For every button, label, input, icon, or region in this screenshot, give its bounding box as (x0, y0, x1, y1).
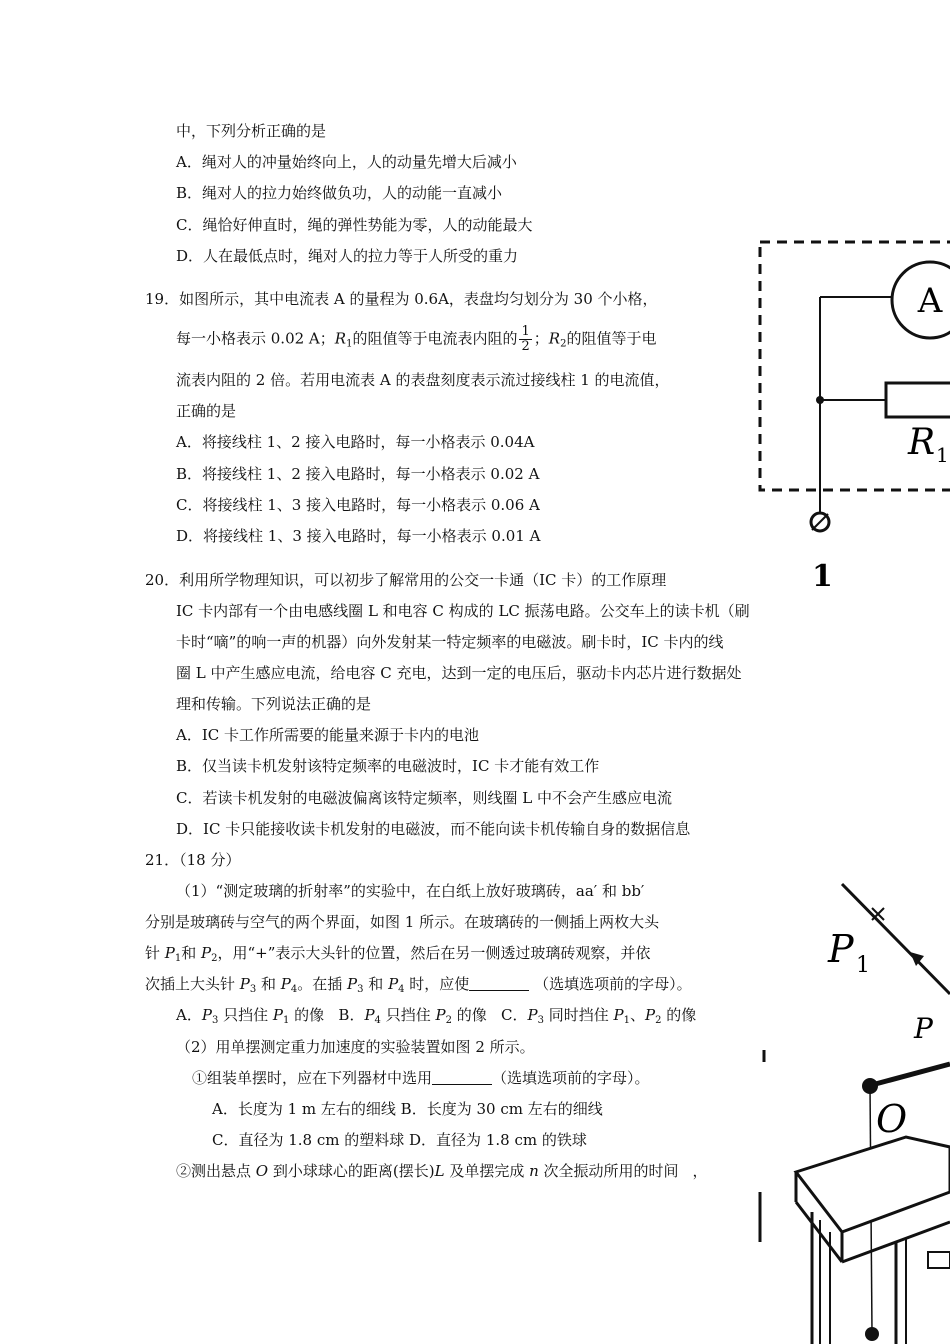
text-segment: 和 (256, 975, 281, 993)
text-segment: （选填选项前的字母）。 (492, 1069, 650, 1087)
q20-stem-line4: 圈 L 中产生感应电流，给电容 C 充电，达到一定的电压后，驱动卡内芯片进行数据处 (176, 664, 742, 682)
resistor-subscript: 1 (936, 443, 949, 467)
terminal-label: 1 (812, 559, 833, 594)
subscript: 1 (346, 338, 353, 350)
q21-p1-line3 (145, 943, 650, 969)
fraction-denominator: 2 (521, 339, 530, 354)
subscript: 2 (445, 1015, 452, 1026)
subscript: 4 (374, 1015, 381, 1026)
q18-stem-tail: 中，下列分析正确的是 (176, 122, 327, 140)
text-segment: 次全振动所用的时间 (538, 1162, 679, 1180)
q19-stem-line2 (176, 325, 656, 355)
subscript: 3 (211, 1015, 219, 1026)
clamp-block (928, 1252, 950, 1268)
q19-stem-line1: 19．如图所示，其中电流表 A 的量程为 0.6A，表盘均匀划分为 30 个小格， (145, 290, 658, 308)
text-segment: 的阻值等于电 (566, 329, 657, 348)
refraction-figure (820, 872, 950, 1045)
ammeter-label: A (917, 281, 943, 321)
text-segment: ②测出悬点 (176, 1162, 256, 1180)
pin-p4-symbol: P (280, 975, 291, 993)
resistor-r2-symbol: R (548, 329, 561, 348)
q20-option-a: A．IC 卡工作所需要的能量来源于卡内的电池 (176, 726, 480, 744)
pin-symbol: P (272, 1006, 283, 1024)
q19-stem-line3: 流表内阻的 2 倍。若用电流表 A 的表盘刻度表示流过接线柱 1 的电流值， (176, 371, 670, 389)
text-segment: 只挡住 (380, 1006, 436, 1024)
text-segment: 到小球球心的距离(摆长) (268, 1162, 435, 1180)
subscript: 3 (357, 984, 364, 995)
answer-blank[interactable] (469, 976, 529, 991)
text-segment: 的像 (289, 1006, 325, 1024)
pin-p1-symbol: P (164, 944, 175, 962)
text-segment: ，用“+”表示大头针的位置，然后在另一侧透过玻璃砖观察，并依 (217, 944, 651, 962)
pin-label: P (828, 927, 854, 971)
text-segment: 的像 (451, 1006, 487, 1024)
text-segment: 只挡住 (218, 1006, 273, 1024)
pendulum-bob (865, 1327, 879, 1341)
q20-stem-line1: 20．利用所学物理知识，可以初步了解常用的公交一卡通（IC 卡）的工作原理 (145, 571, 667, 589)
text-segment: 及单摆完成 (444, 1162, 530, 1180)
q18-option-b: B．绳对人的拉力始终做负功，人的动能一直减小 (176, 184, 503, 202)
text-segment: 的阻值等于电流表内阻的 (352, 329, 518, 348)
q18-option-a: A．绳对人的冲量始终向上，人的动量先增大后减小 (176, 153, 517, 171)
text-segment: （选填选项前的字母）。 (534, 975, 692, 993)
text-segment: C． (501, 1006, 528, 1024)
support-rod (868, 1064, 950, 1086)
q21-p1-line2: 分别是玻璃砖与空气的两个界面，如图 1 所示。在玻璃砖的一侧插上两枚大头 (145, 913, 660, 931)
q19-stem-line4: 正确的是 (176, 402, 237, 420)
q19-option-b: B．将接线柱 1、2 接入电路时，每一小格表示 0.02 A (176, 465, 540, 483)
q20-stem-line5: 理和传输。下列说法正确的是 (176, 695, 372, 713)
pivot-label: O (876, 1097, 908, 1141)
fraction-numerator: 1 (521, 324, 530, 339)
text-segment: 。在插 (297, 975, 348, 993)
q21-header: 21．（18 分） (145, 851, 241, 869)
q21-p2-options-row2: C．直径为 1.8 cm 的塑料球 D．直径为 1.8 cm 的铁球 (212, 1131, 587, 1149)
text-segment: ， (692, 1162, 708, 1180)
text-segment: ； (533, 329, 549, 348)
circuit-figure (752, 232, 950, 592)
q18-option-c: C．绳恰好伸直时，绳的弹性势能为零，人的动能最大 (176, 216, 533, 234)
text-segment: B． (338, 1006, 365, 1024)
pin-p2-symbol: P (201, 944, 212, 962)
resistor-r1-symbol: R (334, 329, 347, 348)
q21-p2-q1 (192, 1068, 650, 1088)
answer-blank[interactable] (432, 1070, 492, 1085)
q20-stem-line2: IC 卡内部有一个由电感线圈 L 和电容 C 构成的 LC 振荡电路。公交车上的读卡机（刷 (176, 602, 750, 620)
pin-symbol: P (527, 1006, 538, 1024)
q19-option-c: C．将接线柱 1、3 接入电路时，每一小格表示 0.06 A (176, 496, 540, 514)
text-segment: 次插上大头针 (145, 975, 240, 993)
text-segment: 针 (145, 944, 165, 962)
text-segment: A． (176, 1006, 202, 1024)
q20-option-c: C．若读卡机发射的电磁波偏离该特定频率，则线圈 L 中不会产生感应电流 (176, 789, 672, 807)
pivot-o-symbol: O (255, 1162, 269, 1180)
pin-p3-symbol: P (239, 975, 250, 993)
q18-option-d: D．人在最低点时，绳对人的拉力等于人所受的重力 (176, 247, 519, 265)
text-segment: 的像 (661, 1006, 697, 1024)
subscript: 2 (211, 953, 218, 964)
q21-p2-q2 (176, 1161, 708, 1181)
table-top (796, 1137, 950, 1232)
count-n-symbol: n (529, 1162, 539, 1180)
pin-symbol: P (613, 1006, 624, 1024)
subscript: 1 (623, 1015, 630, 1026)
pendulum-figure (756, 1042, 950, 1344)
subscript: 1 (174, 953, 182, 964)
subscript: 3 (249, 984, 257, 995)
subscript: 1 (282, 1015, 290, 1026)
pin-label-partial: P (914, 1012, 933, 1045)
subscript: 2 (560, 338, 567, 350)
text-segment: ①组装单摆时，应在下列器材中选用 (192, 1069, 433, 1087)
subscript: 4 (398, 984, 405, 995)
q21-p1-options (176, 1005, 696, 1031)
pin-p4-symbol: P (388, 975, 399, 993)
q20-stem-line3: 卡时“嘀”的响一声的机器）向外发射某一特定频率的电磁波。刷卡时，IC 卡内的线 (176, 633, 724, 651)
q20-option-b: B．仅当读卡机发射该特定频率的电磁波时，IC 卡才能有效工作 (176, 757, 600, 775)
resistor-r1-icon (886, 383, 950, 417)
pin-symbol: P (364, 1006, 375, 1024)
text-segment: 和 (363, 975, 389, 993)
pin-subscript: 1 (856, 953, 870, 978)
text-segment: 同时挡住 (543, 1006, 614, 1024)
q21-p1-line1: （1）“测定玻璃的折射率”的实验中，在白纸上放好玻璃砖，aa′ 和 bb′ (176, 882, 645, 900)
q19-option-a: A．将接线柱 1、2 接入电路时，每一小格表示 0.04A (176, 433, 535, 451)
subscript: 2 (655, 1015, 662, 1026)
text-segment: 时，应使 (404, 975, 470, 993)
subscript: 3 (537, 1015, 544, 1026)
fraction-one-half (519, 325, 531, 354)
subscript: 4 (290, 984, 298, 995)
pin-symbol: P (201, 1006, 212, 1024)
q19-option-d: D．将接线柱 1、3 接入电路时，每一小格表示 0.01 A (176, 527, 541, 545)
text-segment: 每一小格表示 0.02 A； (176, 329, 335, 348)
junction-dot (816, 396, 824, 404)
pin-symbol: P (645, 1006, 656, 1024)
pin-symbol: P (435, 1006, 446, 1024)
q20-option-d: D．IC 卡只能接收读卡机发射的电磁波，而不能向读卡机传输自身的数据信息 (176, 820, 691, 838)
length-l-symbol: L (434, 1162, 445, 1180)
q21-p2-line1: （2）用单摆测定重力加速度的实验装置如图 2 所示。 (176, 1038, 535, 1056)
text-segment: 和 (181, 944, 202, 962)
q21-p2-options-row1: A．长度为 1 m 左右的细线 B．长度为 30 cm 左右的细线 (212, 1100, 603, 1118)
pin-p3-symbol: P (347, 975, 358, 993)
q21-p1-line4 (145, 974, 692, 1000)
text-segment: 、 (630, 1006, 646, 1024)
resistor-label: R (908, 422, 936, 463)
